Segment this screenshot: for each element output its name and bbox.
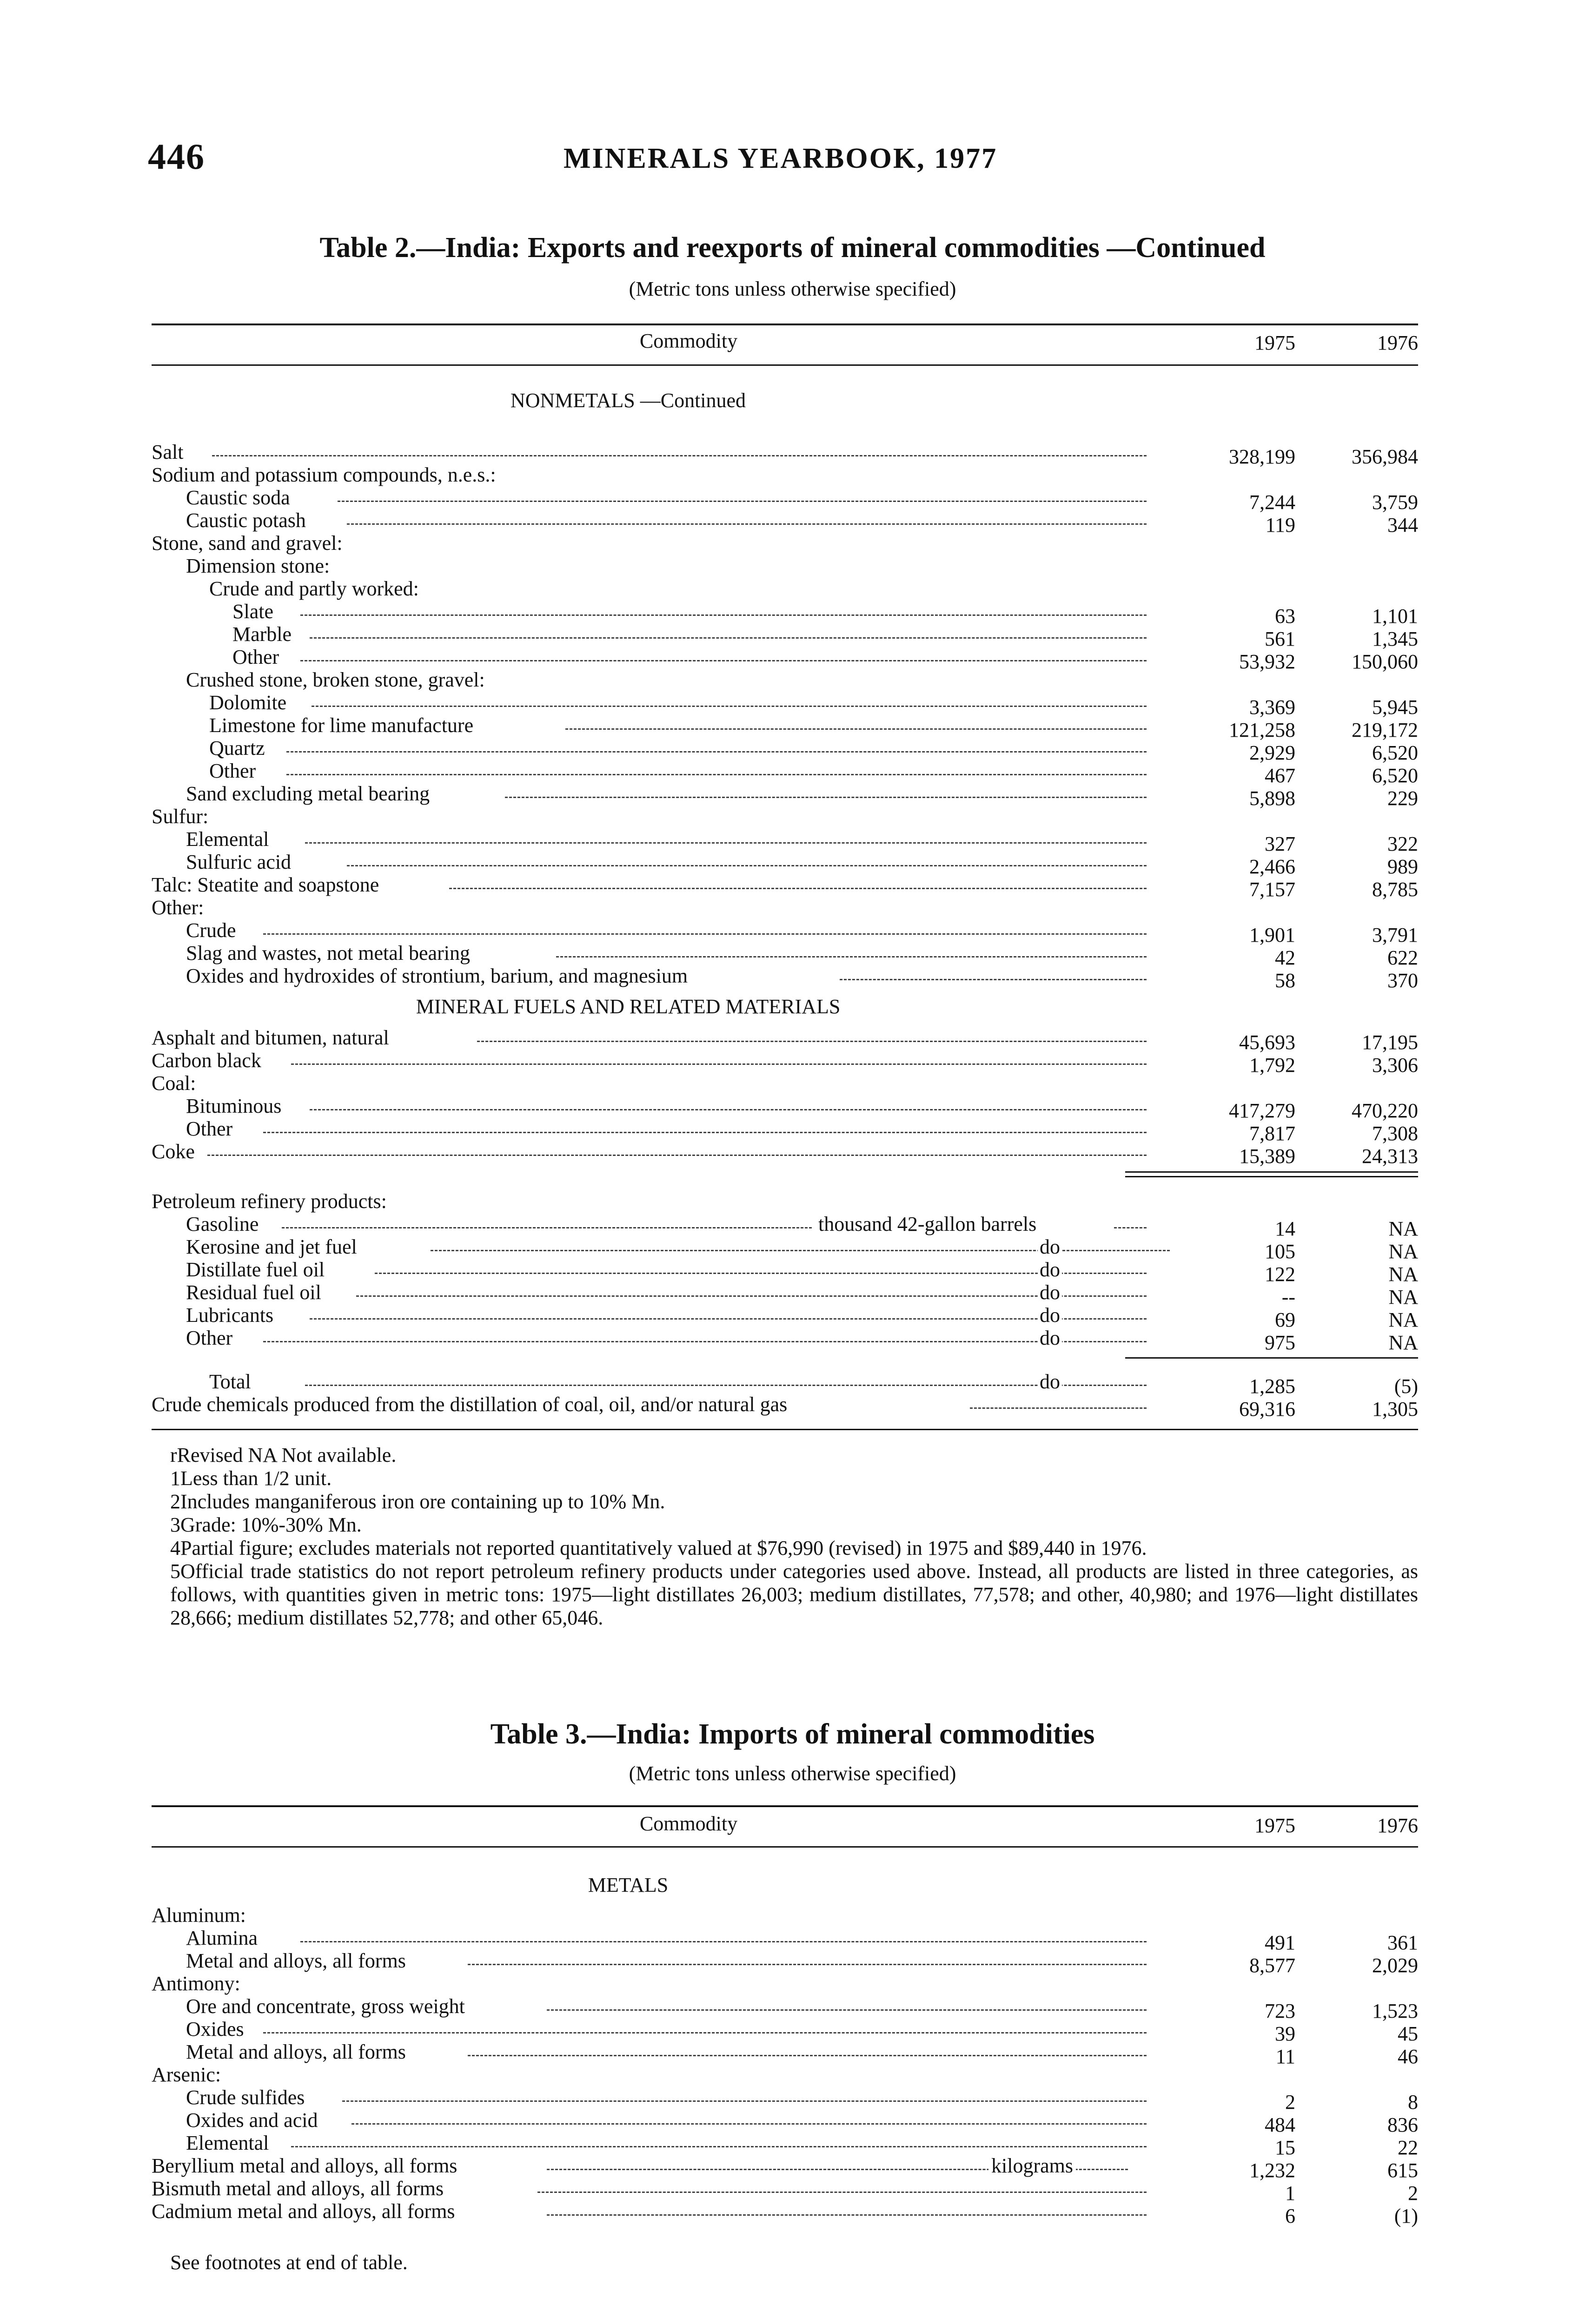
value-1975: 417,279 — [1229, 1099, 1295, 1122]
value-1975: 5,898 — [1249, 787, 1295, 810]
value-1975: 63 — [1275, 605, 1295, 627]
leader-dots — [300, 660, 1147, 661]
table-row — [152, 441, 1418, 468]
value-1975: 723 — [1265, 2000, 1295, 2022]
value-1975: 105 — [1265, 1240, 1295, 1263]
value-1976: 219,172 — [1352, 719, 1418, 741]
row-label: Salt — [152, 441, 184, 463]
table2-section-nonmetals: NONMETALS —Continued — [510, 389, 746, 412]
table-row — [152, 463, 1418, 486]
value-1975: 45,693 — [1239, 1031, 1295, 1054]
leader-dots — [351, 2123, 1147, 2125]
value-1975: 6 — [1285, 2205, 1295, 2227]
table2-col-commodity: Commodity — [639, 330, 738, 352]
value-1975: 467 — [1265, 764, 1295, 787]
row-label: Crude chemicals produced from the distillation of coal, oil, and/or natural gas — [152, 1393, 788, 1416]
row-label: Marble — [232, 623, 292, 646]
value-1976: 2 — [1408, 2182, 1418, 2205]
table-row — [152, 486, 1418, 514]
row-label: Elemental — [186, 828, 269, 851]
table-row — [152, 1327, 1418, 1354]
row-label: Coal: — [152, 1072, 196, 1095]
leader-dots — [312, 706, 1147, 707]
row-label: Caustic potash — [186, 509, 306, 532]
table-row — [152, 1304, 1418, 1331]
value-1976: 7,308 — [1372, 1122, 1418, 1145]
value-1976: 8 — [1408, 2091, 1418, 2113]
row-unit: do — [1038, 1258, 1062, 1281]
leader-dots — [310, 1318, 1147, 1320]
table-row — [152, 600, 1418, 627]
value-1975: 121,258 — [1229, 719, 1295, 741]
footnote: 5Official trade statistics do not report petroleum refinery products under categories used above. Instead, all products are listed in three categories, as follows, with quantities given in metric tons: 1975—light distillates 26,003; medium distillates, 77,578; and other, 40,980; and 1976—light distillates 28,666; medium distillates 52,778; and other 65,046. — [170, 1560, 1418, 1629]
table2-header-rule — [152, 364, 1418, 366]
value-1976: 361 — [1387, 1931, 1418, 1954]
table3-rows — [152, 1904, 1418, 2227]
table-row — [152, 1281, 1418, 1308]
table-row — [152, 623, 1418, 650]
table-row — [152, 1190, 1418, 1213]
value-1976: 22 — [1398, 2136, 1418, 2159]
table-row — [152, 555, 1418, 577]
table-row — [152, 509, 1418, 536]
row-label: Distillate fuel oil — [186, 1258, 325, 1281]
value-1976: 229 — [1387, 787, 1418, 810]
value-1975: 15 — [1275, 2136, 1295, 2159]
table-row — [152, 1904, 1418, 1927]
value-1975: -- — [1281, 1286, 1295, 1308]
row-label: Crude — [186, 919, 236, 942]
row-label: Limestone for lime manufacture — [209, 714, 474, 737]
row-label: Sodium and potassium compounds, n.e.s.: — [152, 463, 496, 486]
table-row — [152, 1072, 1418, 1095]
row-label: Kerosine and jet fuel — [186, 1235, 357, 1258]
leader-dots — [537, 2192, 1147, 2193]
value-1975: 53,932 — [1239, 650, 1295, 673]
table-row — [152, 805, 1418, 828]
footnote: 3Grade: 10%-30% Mn. — [170, 1513, 362, 1536]
coal-sum-rule-2 — [1125, 1176, 1418, 1177]
row-label: Crude sulfides — [186, 2086, 305, 2109]
row-label: Coke — [152, 1140, 195, 1163]
value-1976: 3,791 — [1372, 924, 1418, 946]
table-row — [152, 2154, 1418, 2182]
value-1975: 2,466 — [1249, 855, 1295, 878]
table-row — [152, 1117, 1418, 1145]
row-label: Crude and partly worked: — [209, 577, 419, 600]
row-label: Metal and alloys, all forms — [186, 1949, 406, 1972]
table3-title: Table 3.—India: Imports of mineral commodities — [490, 1718, 1095, 1750]
value-1976: NA — [1388, 1240, 1418, 1263]
leader-dots — [375, 1273, 1147, 1274]
leader-dots — [282, 1227, 812, 1228]
value-1976: 1,101 — [1372, 605, 1418, 627]
table-row — [152, 577, 1418, 600]
table2-col-1976: 1976 — [1377, 331, 1418, 354]
value-1975: 491 — [1265, 1931, 1295, 1954]
value-1976: 1,523 — [1372, 2000, 1418, 2022]
row-label: Aluminum: — [152, 1904, 246, 1927]
value-1976: 6,520 — [1372, 741, 1418, 764]
table-row — [152, 1995, 1418, 2022]
table-row — [152, 2040, 1418, 2068]
value-1976: 3,759 — [1372, 491, 1418, 514]
value-1975: 39 — [1275, 2022, 1295, 2045]
table-row — [152, 1235, 1418, 1263]
table-row — [152, 782, 1418, 810]
table2-subtitle: (Metric tons unless otherwise specified) — [629, 277, 956, 300]
table-row — [152, 714, 1418, 741]
value-1975: 42 — [1275, 946, 1295, 969]
table2-nonmetals-rows — [152, 441, 1418, 992]
value-1976: (1) — [1394, 2205, 1418, 2227]
leader-dots — [449, 888, 1147, 889]
table-row — [152, 1927, 1418, 1954]
row-label: Arsenic: — [152, 2063, 221, 2086]
leader-dots — [840, 979, 1147, 980]
value-1975: 484 — [1265, 2113, 1295, 2136]
value-1976: 17,195 — [1362, 1031, 1418, 1054]
leader-dots — [565, 728, 1147, 730]
row-label: Quartz — [209, 737, 265, 759]
table-row — [152, 737, 1418, 764]
row-label: Crushed stone, broken stone, gravel: — [186, 668, 485, 691]
table2-total-rows — [152, 1370, 1418, 1420]
table-row — [152, 2200, 1418, 2227]
row-label: Other — [209, 759, 256, 782]
value-1976: 370 — [1387, 969, 1418, 992]
value-1976: 8,785 — [1372, 878, 1418, 901]
table-row — [152, 1140, 1418, 1168]
leader-dots — [1114, 1227, 1147, 1228]
value-1976: 45 — [1398, 2022, 1418, 2045]
leader-dots — [286, 751, 1147, 753]
leader-dots — [207, 1155, 1147, 1156]
leader-dots — [505, 797, 1147, 798]
row-label: Slag and wastes, not metal bearing — [186, 942, 470, 964]
leader-dots — [291, 1063, 1147, 1065]
value-1976: NA — [1388, 1286, 1418, 1308]
value-1975: 1,792 — [1249, 1054, 1295, 1076]
row-unit: kilograms — [988, 2154, 1076, 2177]
row-unit: do — [1038, 1281, 1062, 1304]
row-label: Beryllium metal and alloys, all forms — [152, 2154, 458, 2177]
table-row — [152, 646, 1418, 673]
coal-sum-rule — [1125, 1171, 1418, 1173]
leader-dots — [305, 1385, 1147, 1386]
row-label: Oxides and acid — [186, 2109, 318, 2132]
table2-section-fuels: MINERAL FUELS AND RELATED MATERIALS — [416, 995, 841, 1018]
row-label: Total — [209, 1370, 251, 1393]
table3-col-1976: 1976 — [1377, 1814, 1418, 1837]
value-1976: 615 — [1387, 2159, 1418, 2182]
leader-dots — [556, 956, 1147, 957]
table-row — [152, 1393, 1418, 1420]
row-label: Other — [186, 1117, 233, 1140]
leader-dots — [310, 637, 1147, 639]
value-1976: 6,520 — [1372, 764, 1418, 787]
leader-dots — [263, 933, 1147, 935]
table-row — [152, 919, 1418, 946]
row-label: Oxides and hydroxides of strontium, barium, and magnesium — [186, 964, 688, 987]
table2-title: Table 2.—India: Exports and reexports of mineral commodities —Continued — [319, 232, 1266, 264]
table3-header-rule — [152, 1846, 1418, 1848]
row-label: Slate — [232, 600, 273, 623]
leader-dots — [468, 2055, 1147, 2056]
table2-top-rule — [152, 324, 1418, 325]
value-1976: 344 — [1387, 514, 1418, 536]
row-unit: do — [1038, 1304, 1062, 1327]
value-1976: 24,313 — [1362, 1145, 1418, 1168]
row-label: Ore and concentrate, gross weight — [186, 1995, 465, 2018]
table-row — [152, 964, 1418, 992]
table3-col-1975: 1975 — [1254, 1814, 1295, 1837]
value-1976: 322 — [1387, 832, 1418, 855]
row-label: Cadmium metal and alloys, all forms — [152, 2200, 455, 2223]
table-row — [152, 2063, 1418, 2086]
value-1976: NA — [1388, 1217, 1418, 1240]
leader-dots — [356, 1295, 1147, 1297]
table-row — [152, 1972, 1418, 1995]
table3-top-rule — [152, 1805, 1418, 1807]
row-label: Alumina — [186, 1927, 258, 1949]
value-1975: 14 — [1275, 1217, 1295, 1240]
table2-col-1975: 1975 — [1254, 331, 1295, 354]
value-1975: 2,929 — [1249, 741, 1295, 764]
leader-dots — [263, 2032, 1147, 2034]
value-1976: 989 — [1387, 855, 1418, 878]
footnote: rRevised NA Not available. — [170, 1444, 397, 1466]
row-label: Antimony: — [152, 1972, 240, 1995]
value-1976: 836 — [1387, 2113, 1418, 2136]
table-row — [152, 532, 1418, 555]
value-1975: 3,369 — [1249, 696, 1295, 719]
table-row — [152, 1370, 1418, 1398]
value-1976: NA — [1388, 1331, 1418, 1354]
value-1975: 1,901 — [1249, 924, 1295, 946]
table-row — [152, 1949, 1418, 1977]
row-label: Caustic soda — [186, 486, 290, 509]
row-label: Sand excluding metal bearing — [186, 782, 430, 805]
row-label: Bituminous — [186, 1095, 282, 1117]
see-footnotes-note: See footnotes at end of table. — [170, 2251, 408, 2274]
row-label: Stone, sand and gravel: — [152, 532, 343, 555]
table-row — [152, 1095, 1418, 1122]
table2-footnotes — [152, 1444, 1418, 1630]
value-1975: 15,389 — [1239, 1145, 1295, 1168]
value-1976: 3,306 — [1372, 1054, 1418, 1076]
leader-dots — [547, 2214, 1147, 2216]
leader-dots — [286, 774, 1147, 775]
value-1975: 122 — [1265, 1263, 1295, 1286]
table-row — [152, 873, 1418, 901]
table3-subtitle: (Metric tons unless otherwise specified) — [629, 1762, 956, 1785]
row-label: Metal and alloys, all forms — [186, 2040, 406, 2063]
value-1975: 7,244 — [1249, 491, 1295, 514]
value-1975: 11 — [1275, 2045, 1295, 2068]
table-row — [152, 1049, 1418, 1076]
table3-col-commodity: Commodity — [639, 1812, 738, 1835]
value-1975: 58 — [1275, 969, 1295, 992]
table2-petroleum-rows — [152, 1190, 1418, 1354]
leader-dots — [468, 1964, 1147, 1965]
table-row — [152, 668, 1418, 691]
table-row — [152, 942, 1418, 969]
row-unit: thousand 42-gallon barrels — [818, 1213, 1037, 1235]
value-1975: 328,199 — [1229, 445, 1295, 468]
table-row — [152, 851, 1418, 878]
table-row — [152, 2177, 1418, 2205]
leader-dots — [338, 501, 1147, 502]
row-label: Sulfur: — [152, 805, 209, 828]
value-1975: 1,285 — [1249, 1375, 1295, 1398]
table-row — [152, 759, 1418, 787]
footnote: 1Less than 1/2 unit. — [170, 1467, 332, 1490]
row-label: Residual fuel oil — [186, 1281, 321, 1304]
value-1976: NA — [1388, 1263, 1418, 1286]
footnote: 4Partial figure; excludes materials not reported quantitatively valued at $76,990 (revised) in 1975 and $89,440 in 1976. — [170, 1537, 1147, 1559]
row-unit: do — [1038, 1327, 1062, 1349]
value-1976: 470,220 — [1352, 1099, 1418, 1122]
value-1976: 1,345 — [1372, 627, 1418, 650]
value-1976: 356,984 — [1352, 445, 1418, 468]
row-label: Gasoline — [186, 1213, 259, 1235]
value-1976: 2,029 — [1372, 1954, 1418, 1977]
leader-dots — [310, 1109, 1147, 1110]
value-1975: 7,817 — [1249, 1122, 1295, 1145]
row-label: Dimension stone: — [186, 555, 330, 577]
value-1975: 561 — [1265, 627, 1295, 650]
value-1976: 1,305 — [1372, 1398, 1418, 1420]
leader-dots — [300, 1941, 1147, 1942]
row-label: Other — [186, 1327, 233, 1349]
value-1975: 327 — [1265, 832, 1295, 855]
row-label: Other — [232, 646, 279, 668]
table2-fuel-rows — [152, 1026, 1418, 1168]
row-label: Elemental — [186, 2132, 269, 2154]
row-label: Dolomite — [209, 691, 287, 714]
value-1975: 7,157 — [1249, 878, 1295, 901]
value-1976: 5,945 — [1372, 696, 1418, 719]
leader-dots — [291, 2146, 1147, 2147]
table-row — [152, 2018, 1418, 2045]
row-label: Oxides — [186, 2018, 244, 2040]
row-label: Other: — [152, 896, 204, 919]
table-row — [152, 2086, 1418, 2113]
row-label: Talc: Steatite and soapstone — [152, 873, 379, 896]
value-1975: 69,316 — [1239, 1398, 1295, 1420]
row-label: Bismuth metal and alloys, all forms — [152, 2177, 444, 2200]
leader-dots — [305, 842, 1147, 844]
leader-dots — [477, 1041, 1147, 1042]
running-title: MINERALS YEARBOOK, 1977 — [564, 143, 998, 174]
leader-dots — [970, 1407, 1147, 1409]
leader-dots — [547, 2009, 1147, 2011]
row-unit: do — [1038, 1370, 1062, 1393]
value-1975: 975 — [1265, 1331, 1295, 1354]
value-1976: (5) — [1394, 1375, 1418, 1398]
leader-dots — [212, 455, 1147, 456]
row-label: Carbon black — [152, 1049, 261, 1072]
table2-bottom-rule — [152, 1429, 1418, 1430]
value-1975: 119 — [1265, 514, 1295, 536]
row-label: Lubricants — [186, 1304, 274, 1327]
value-1975: 8,577 — [1249, 1954, 1295, 1977]
leader-dots — [347, 865, 1147, 866]
row-label: Petroleum refinery products: — [152, 1190, 387, 1213]
table-row — [152, 2109, 1418, 2136]
row-unit: do — [1038, 1235, 1062, 1258]
leader-dots — [263, 1341, 1147, 1342]
value-1975: 1,232 — [1249, 2159, 1295, 2182]
row-label: Sulfuric acid — [186, 851, 292, 873]
table3-section-metals: METALS — [588, 1874, 669, 1896]
value-1976: 46 — [1398, 2045, 1418, 2068]
value-1975: 2 — [1285, 2091, 1295, 2113]
petroleum-sum-rule — [1125, 1357, 1418, 1359]
leader-dots — [347, 523, 1147, 525]
row-label: Asphalt and bitumen, natural — [152, 1026, 389, 1049]
table-row — [152, 828, 1418, 855]
value-1976: NA — [1388, 1308, 1418, 1331]
page-number: 446 — [148, 136, 205, 177]
value-1976: 150,060 — [1352, 650, 1418, 673]
leader-dots — [263, 1132, 1147, 1133]
table-row — [152, 691, 1418, 719]
value-1975: 1 — [1285, 2182, 1295, 2205]
table-row — [152, 1213, 1418, 1240]
table-row — [152, 896, 1418, 919]
footnote: 2Includes manganiferous iron ore containing up to 10% Mn. — [170, 1490, 665, 1513]
value-1975: 69 — [1275, 1308, 1295, 1331]
table-row — [152, 1026, 1418, 1054]
value-1976: 622 — [1387, 946, 1418, 969]
table-row — [152, 2132, 1418, 2159]
leader-dots — [300, 614, 1147, 616]
leader-dots — [342, 2100, 1147, 2102]
table-row — [152, 1258, 1418, 1286]
